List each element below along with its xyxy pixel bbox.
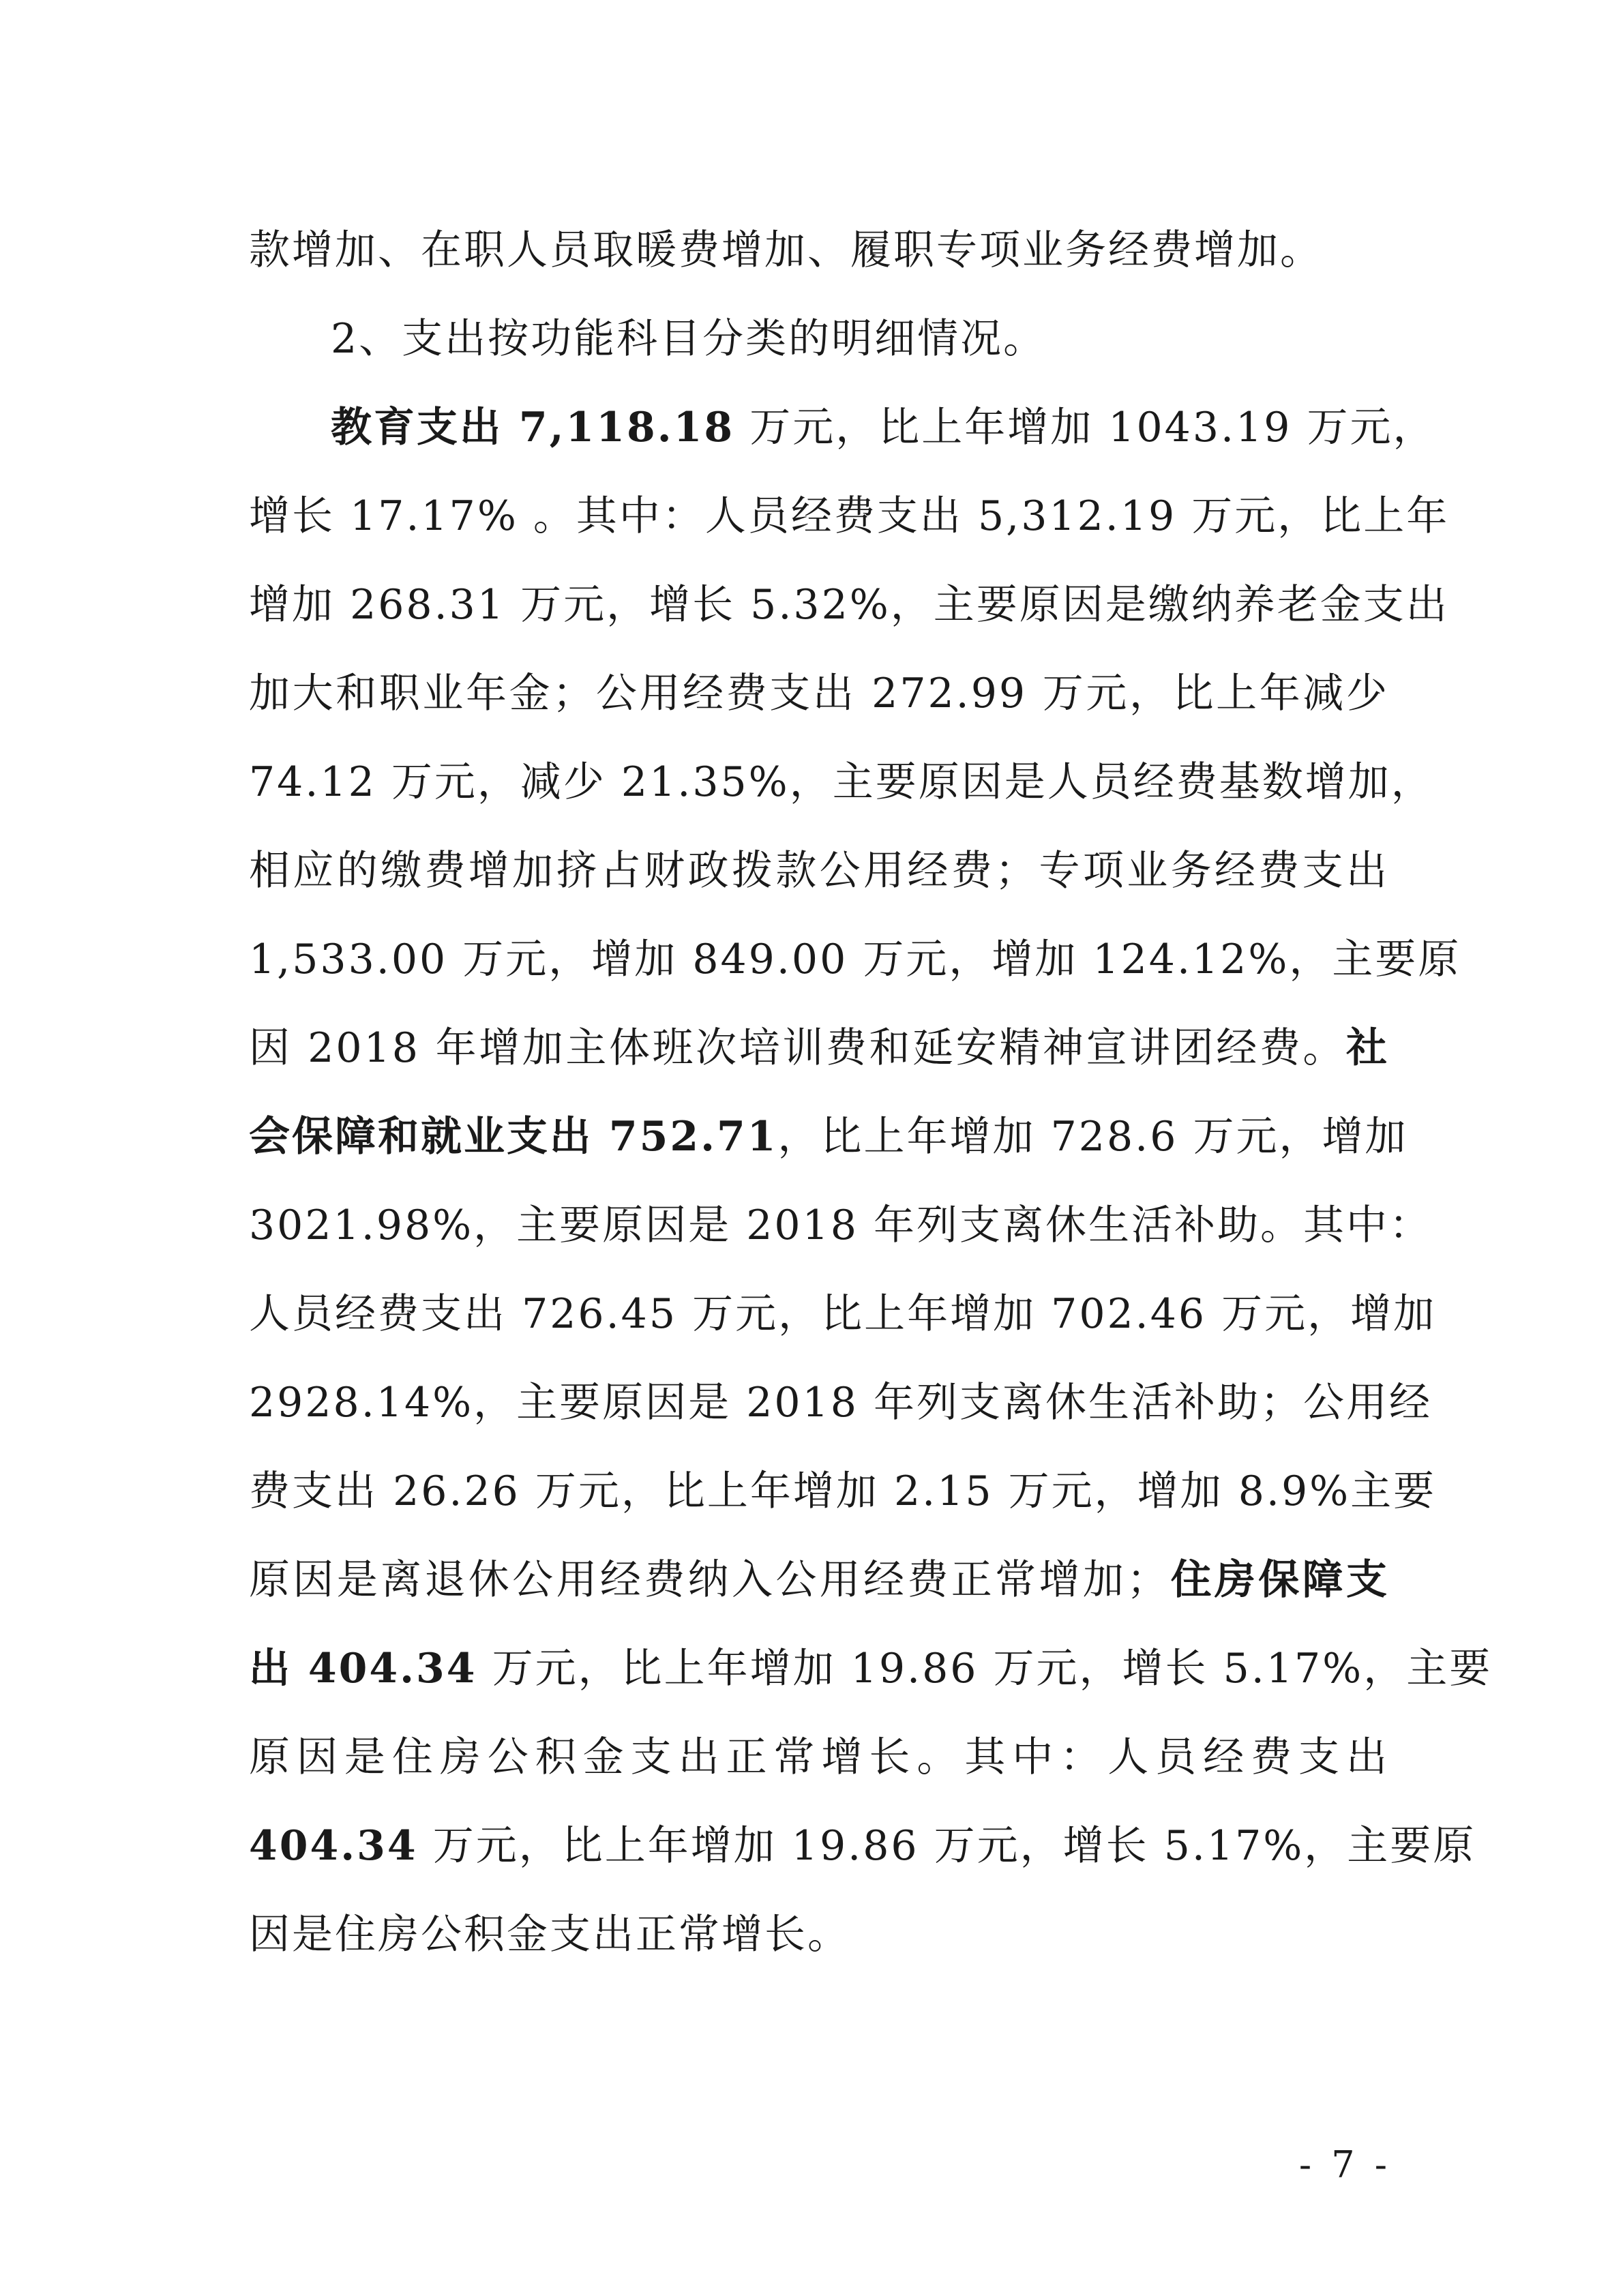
bold-text: 住房保障支 [1170, 1556, 1390, 1604]
page-number: - 7 - [1298, 2143, 1391, 2186]
paragraph-line-12 [249, 1195, 1432, 1256]
bold-text: 会保障和就业支出 752.71 [249, 1113, 778, 1161]
line-text: 人员经费支出 726.45 万元，比上年增加 702.46 万元，增加 [249, 1290, 1437, 1338]
line-text: 2、支出按功能科目分类的明细情况。 [331, 315, 1047, 363]
paragraph-line-16 [249, 1549, 1389, 1611]
line-text: 原因是离退休公用经费纳入公用经费正常增加； [249, 1556, 1170, 1604]
paragraph-line-5 [249, 574, 1449, 636]
paragraph-line-1 [249, 220, 1389, 281]
line-text: 原因是住房公积金支出正常增长。其中：人员经费支出 [249, 1733, 1389, 1781]
paragraph-line-20 [249, 1904, 1389, 1965]
paragraph-line-3 [331, 397, 1436, 458]
line-text: 1,533.00 万元，增加 849.00 万元，增加 124.12%，主要原 [249, 936, 1461, 983]
line-text: 相应的缴费增加挤占财政拨款公用经费；专项业务经费支出 [249, 847, 1389, 895]
line-text: 2928.14%，主要原因是 2018 年列支离休生活补助；公用经 [249, 1379, 1432, 1427]
line-text: 增加 268.31 万元，增长 5.32%，主要原因是缴纳养老金支出 [249, 581, 1449, 629]
line-text: 增长 17.17% 。其中：人员经费支出 5,312.19 万元，比上年 [249, 492, 1450, 540]
line-text: 因 2018 年增加主体班次培训费和延安精神宣讲团经费。 [249, 1024, 1346, 1072]
paragraph-line-4 [249, 486, 1450, 547]
line-text: 74.12 万元，减少 21.35%，主要原因是人员经费基数增加， [249, 758, 1434, 806]
bold-text: 出 404.34 [249, 1645, 477, 1693]
paragraph-line-7 [249, 751, 1434, 813]
paragraph-line-17 [249, 1638, 1493, 1699]
bold-text: 404.34 [249, 1822, 418, 1870]
line-text: 万元，比上年增加 19.86 万元，增长 5.17%，主要 [477, 1645, 1493, 1693]
paragraph-line-13 [249, 1283, 1437, 1345]
line-text: 加大和职业年金；公用经费支出 272.99 万元，比上年减少 [249, 670, 1389, 717]
paragraph-line-18 [249, 1727, 1389, 1788]
line-text: 3021.98%，主要原因是 2018 年列支离休生活补助。其中： [249, 1202, 1432, 1249]
line-text: 因是住房公积金支出正常增长。 [249, 1911, 850, 1958]
line-text: 费支出 26.26 万元，比上年增加 2.15 万元，增加 8.9%主要 [249, 1467, 1437, 1515]
bold-text: 社 [1346, 1024, 1389, 1072]
paragraph-line-19 [249, 1815, 1476, 1877]
line-text: 款增加、在职人员取暖费增加、履职专项业务经费增加。 [249, 226, 1323, 274]
bold-text: 教育支出 7,118.18 [331, 404, 735, 451]
line-text: ，比上年增加 728.6 万元，增加 [777, 1113, 1408, 1161]
line-text: 万元，比上年增加 19.86 万元，增长 5.17%，主要原 [417, 1822, 1476, 1870]
paragraph-line-6 [249, 663, 1389, 724]
paragraph-line-8 [249, 840, 1389, 901]
paragraph-line-14 [249, 1372, 1432, 1433]
section-heading-line [331, 308, 1389, 370]
paragraph-line-11 [249, 1106, 1408, 1167]
paragraph-line-15 [249, 1461, 1437, 1522]
line-text: 万元，比上年增加 1043.19 万元， [734, 404, 1436, 451]
paragraph-line-10 [249, 1017, 1389, 1079]
paragraph-line-9 [249, 929, 1461, 990]
